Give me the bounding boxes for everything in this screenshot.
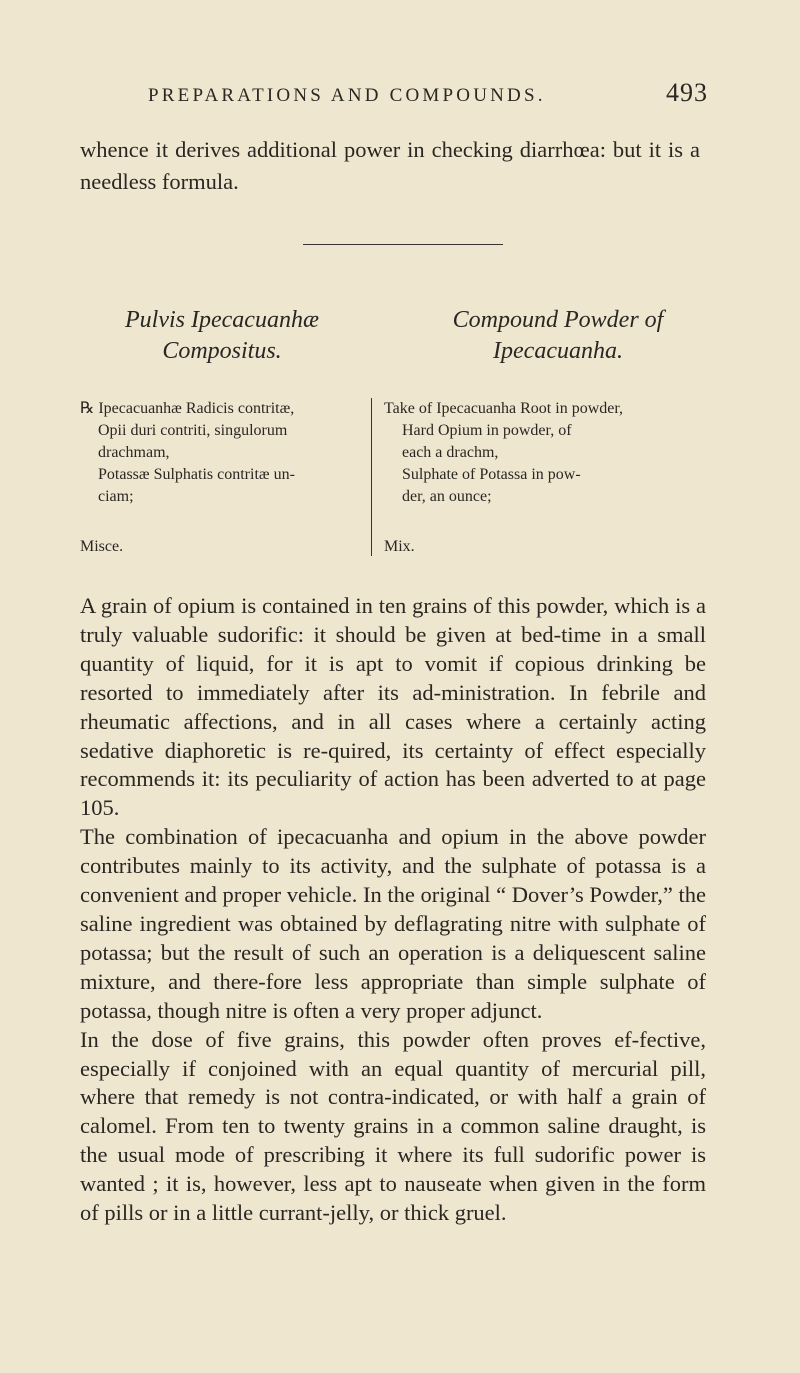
english-formula-line: Sulphate of Potassa in pow- [402, 466, 581, 483]
latin-formula-heading [62, 305, 382, 367]
english-formula-line: Hard Opium in powder, of [402, 422, 572, 439]
page-number: 493 [666, 78, 708, 107]
english-formula-line: Take of Ipecacuanha Root in powder, [384, 400, 624, 417]
english-formula-line: each a drachm, [402, 444, 499, 461]
latin-formula-column [80, 398, 366, 508]
english-formula-column [384, 398, 714, 508]
section-divider-rule [303, 244, 503, 245]
running-title: PREPARATIONS AND COMPOUNDS. [148, 85, 546, 106]
latin-formula-line: ℞ Ipecacuanhæ Radicis contritæ, [80, 400, 295, 417]
latin-heading-line-1: Pulvis Ipecacuanhæ [125, 307, 319, 333]
english-heading-line-2: Ipecacuanha. [493, 338, 623, 364]
opening-paragraph: whence it derives additional power in checking diarrhœa: but it is a needless formula. [80, 137, 700, 194]
body-paragraph: The combination of ipecacuanha and opium in the above powder contributes mainly to its activity, and the sulphate of potassa is a convenient and proper vehicle. In the original “ Dover’s Powder,” the saline ingredient was obtained by deflagrating nitre with sulphate of potassa; but the result of such an operation is a deliquescent saline mixture, and there-fore less appropriate than simple sulphate of potassa, though nitre is often a very proper adjunct. [80, 824, 706, 1023]
running-head [148, 78, 708, 108]
english-heading-line-1: Compound Powder of [452, 307, 664, 333]
latin-heading-line-2: Compositus. [162, 338, 282, 364]
latin-direction: Misce. [80, 538, 124, 555]
latin-formula-line: drachmam, [98, 444, 170, 461]
english-direction: Mix. [384, 538, 415, 555]
column-divider [371, 398, 372, 556]
latin-formula-line: Potassæ Sulphatis contritæ un- [98, 466, 295, 483]
body-paragraph: In the dose of five grains, this powder often proves ef-fective, especially if conjoined with an equal quantity of mercurial pill, where that remedy is not contra-indicated, or with half a grain of calomel. From ten to twenty grains in a common saline draught, is the usual mode of prescribing it where its full sudorific power is wanted ; it is, however, less apt to nauseate when given in the form of pills or in a little currant-jelly, or thick gruel. [80, 1026, 706, 1226]
body-paragraph: A grain of opium is contained in ten grains of this powder, which is a truly valuable sudorific: it should be given at bed-time in a small quantity of liquid, for it is apt to vomit if copious drinking be resorted to immediately after its ad-ministration. In febrile and rheumatic affections, and in all cases where a certainly acting sedative diaphoretic is re-quired, its certainty of effect especially recommends it: its peculiarity of action has been adverted to at page 105. [80, 593, 706, 821]
english-formula-line: der, an ounce; [402, 488, 492, 505]
body-text [80, 592, 706, 1228]
opening-paragraph-block [80, 134, 700, 198]
latin-formula-line: Opii duri contriti, singulorum [98, 422, 288, 439]
latin-formula-line: ciam; [98, 488, 134, 505]
english-formula-heading [398, 305, 718, 367]
